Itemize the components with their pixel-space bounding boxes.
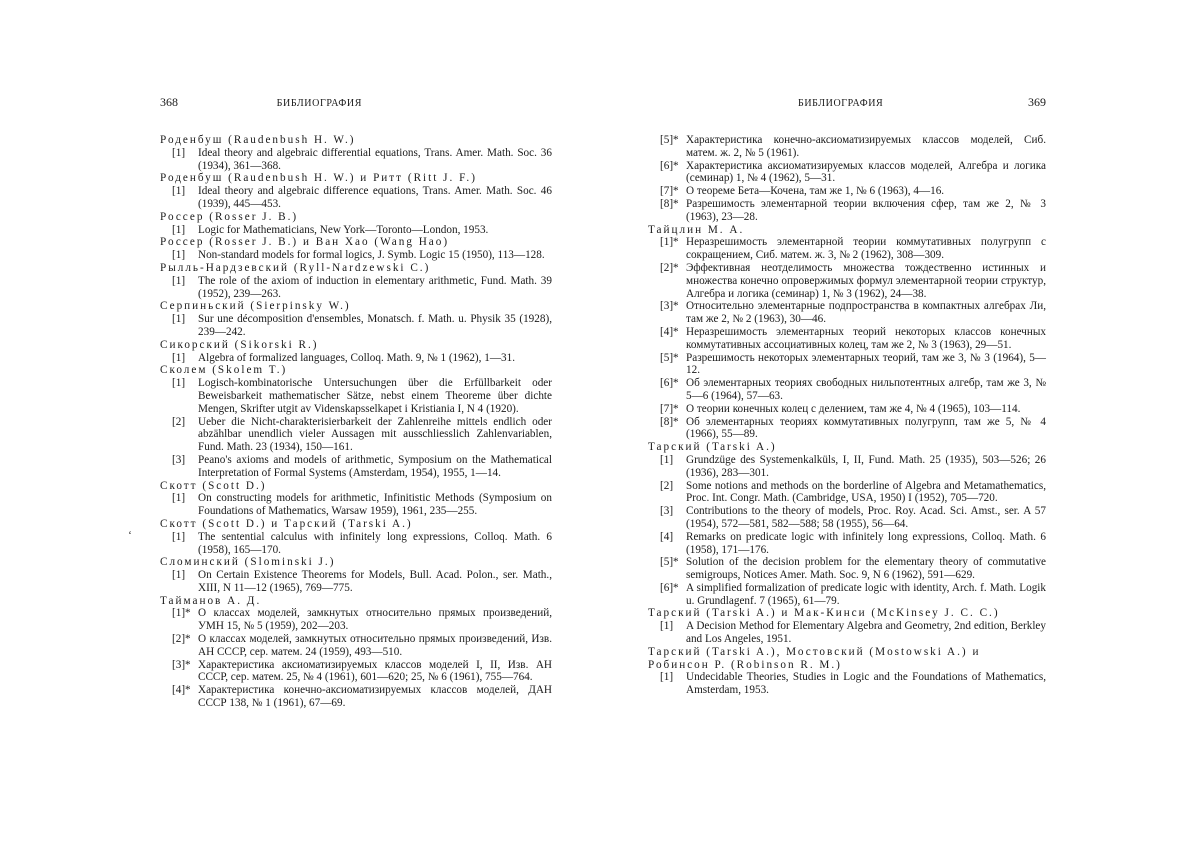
bibliography-entry <box>648 352 1046 378</box>
entry-number: [6]* <box>660 377 679 390</box>
entry-number: [3]* <box>172 658 191 671</box>
bibliography-entry <box>160 531 552 557</box>
author-heading: Россер (Rosser J. B.) и Ван Хао (Wang Hao) <box>160 236 450 249</box>
author-heading: Тайманов А. Д. <box>160 594 262 607</box>
bibliography-entry <box>160 569 552 595</box>
entry-text: Some notions and methods on the borderline of Algebra and Metamathematics, Proc. Int. Congr. Math. (Cambridge, USA, 1950) I (1952), 705—720. <box>686 479 1046 505</box>
bibliography-entry <box>648 454 1046 480</box>
entry-text: Undecidable Theories, Studies in Logic and the Foundations of Mathematics, Amsterdam, 1953. <box>686 671 1046 697</box>
right-page <box>648 96 1046 697</box>
entry-number: [6]* <box>660 581 679 594</box>
entry-number: [1] <box>172 146 186 159</box>
entry-text: Ideal theory and algebraic difference equations, Trans. Amer. Math. Soc. 46 (1939), 445—453. <box>198 185 552 210</box>
entry-number: [1] <box>172 249 186 262</box>
bibliography-entry <box>160 313 552 339</box>
entry-text: О теории конечных колец с делением, там же 4, № 4 (1965), 103—114. <box>686 402 1021 415</box>
bibliography-entry <box>160 633 552 659</box>
bibliography-entry <box>160 377 552 415</box>
entry-text: Неразрешимость элементарных теорий некоторых классов конечных коммутативных ассоциативных колец, там же 2, № 3 (1963), 29—51. <box>686 325 1046 351</box>
bibliography-entry <box>648 262 1046 300</box>
author-heading: Тарский (Tarski A.) <box>648 441 777 454</box>
entry-number: [4]* <box>660 325 679 338</box>
bibliography-entry <box>160 659 552 685</box>
entry-text: Algebra of formalized languages, Colloq. Math. 9, № 1 (1962), 1—31. <box>198 351 516 364</box>
entry-text: Contributions to the theory of models, Proc. Roy. Acad. Sci. Amst., ser. A 57 (1954), 572—581, 582—588; 58 (1955), 56—64. <box>686 505 1046 530</box>
bibliography-entry <box>648 620 1046 646</box>
entry-number: [5]* <box>660 134 679 146</box>
entry-number: [1] <box>172 492 186 505</box>
entry-text: Ideal theory and algebraic differential equations, Trans. Amer. Math. Soc. 36 (1934), 361—368. <box>198 146 552 172</box>
entry-text: A Decision Method for Elementary Algebra and Geometry, 2nd edition, Berkley and Los Angeles, 1951. <box>686 620 1046 646</box>
entry-text: Характеристика аксиоматизируемых классов моделей, Алгебра и логика (семинар) 1, № 4 (1962), 5—31. <box>686 159 1046 185</box>
entry-number: [1] <box>172 569 186 582</box>
bibliography-entry <box>160 275 552 301</box>
entry-number: [3] <box>660 505 674 518</box>
author-heading: Скотт (Scott D.) и Тарский (Tarski A.) <box>160 517 413 530</box>
entry-number: [1] <box>660 620 674 633</box>
author-heading: Роденбуш (Raudenbush H. W.) <box>160 134 356 146</box>
bibliography-entry <box>648 377 1046 403</box>
entry-number: [1]* <box>172 607 191 620</box>
author-heading: Скотт (Scott D.) <box>160 479 267 492</box>
entry-text: Ueber die Nicht-charakterisierbarkeit der Zahlenreihe mittels endlich oder abzählbar unendlich vieler Aussagen mit ausschliesslich Zahlenvariablen, Fund. Math. 23 (1934), 150—161. <box>198 415 552 454</box>
entry-text: Peano's axioms and models of arithmetic, Symposium on the Mathematical Interpretation of Formal Systems (Amsterdam, 1954), 1955, 1—14. <box>198 453 552 479</box>
entry-text: The role of the axiom of induction in elementary arithmetic, Fund. Math. 39 (1952), 239—263. <box>198 274 552 300</box>
entry-text: A simplified formalization of predicate logic with identity, Arch. f. Math. Logik u. Grundlagenf. 7 (1965), 61—79. <box>686 581 1046 607</box>
entry-text: Разрешимость некоторых элементарных теорий, там же 3, № 3 (1964), 5—12. <box>686 351 1046 377</box>
entry-number: [4]* <box>172 684 191 697</box>
entry-number: [1] <box>172 530 186 543</box>
entry-number: [5]* <box>660 556 679 569</box>
bibliography-entry <box>648 556 1046 582</box>
entry-number: [7]* <box>660 185 679 198</box>
entry-number: [1] <box>172 274 186 287</box>
entry-number: [2]* <box>660 261 679 274</box>
author-heading: Россер (Rosser J. B.) <box>160 210 299 223</box>
entry-text: Non-standard models for formal logics, J. Symb. Logic 15 (1950), 113—128. <box>198 249 545 262</box>
entry-number: [1] <box>660 453 674 466</box>
entry-text: Неразрешимость элементарной теории коммутативных полугрупп с сокращением, Сиб. матем. ж. 3, № 2 (1962), 308—309. <box>686 236 1046 262</box>
author-heading: Сикорский (Sikorski R.) <box>160 338 319 351</box>
running-head <box>160 96 552 112</box>
entry-number: [4] <box>660 530 674 543</box>
entry-number: [1] <box>172 223 186 236</box>
bibliography-entry <box>160 684 552 710</box>
entry-text: Характеристика конечно-аксиоматизируемых классов моделей, ДАН СССР 138, № 1 (1961), 67—69. <box>198 684 552 710</box>
entry-number: [1] <box>172 313 186 326</box>
page-number: 369 <box>1028 95 1046 109</box>
author-heading: Сколем (Skolem T.) <box>160 364 288 377</box>
bibliography-entry <box>648 198 1046 224</box>
entry-number: [2] <box>172 415 186 428</box>
entry-text: Характеристика конечно-аксиоматизируемых классов моделей, Сиб. матем. ж. 2, № 5 (1961). <box>686 134 1046 159</box>
author-heading: Тарский (Tarski A.) и Мак-Кинси (McKinsey J. C. C.) <box>648 607 1000 620</box>
entry-text: Эффективная неотделимость множества тождественно истинных и множества конечно опровержимых формул элементарной теории структур, Алгебра и логика (семинар) 1, № 3 (1962), 24—38. <box>686 261 1046 300</box>
entry-text: Об элементарных теориях коммутативных полугрупп, там же 5, № 4 (1966), 55—89. <box>686 415 1046 441</box>
bibliography-entry <box>648 403 1046 416</box>
entry-text: Logic for Mathematicians, New York—Toronto—London, 1953. <box>198 223 489 236</box>
bibliography-entry <box>648 300 1046 326</box>
entry-text: О классах моделей, замкнутых относительно прямых произведений, УМН 15, № 5 (1959), 202—203. <box>198 607 552 633</box>
entry-number: [1]* <box>660 236 679 249</box>
running-head-title: БИБЛИОГРАФИЯ <box>276 98 362 109</box>
entry-number: [1] <box>172 351 186 364</box>
page-number: 368 <box>160 95 178 109</box>
entry-text: Solution of the decision problem for the elementary theory of commutative semigroups, Notices Amer. Math. Soc. 9, N 6 (1962), 591—629. <box>686 556 1046 582</box>
entry-text: On constructing models for arithmetic, Infinitistic Methods (Symposium on Foundations of Mathematics, Warsaw 1959), 1961, 235—255. <box>198 492 552 518</box>
author-heading: Тайцлин М. А. <box>648 223 745 236</box>
entry-text: Grundzüge des Systemenkalküls, I, II, Fund. Math. 25 (1935), 503—526; 26 (1936), 283—301. <box>686 453 1046 479</box>
bibliography-entry <box>160 185 552 211</box>
entry-text: О теореме Бета—Кочена, там же 1, № 6 (1963), 4—16. <box>686 185 945 198</box>
bibliography-entry <box>648 134 1046 160</box>
bibliography-entry <box>648 671 1046 697</box>
entry-text: On Certain Existence Theorems for Models, Bull. Acad. Polon., ser. Math., XIII, N 11—12 (1965), 769—775. <box>198 569 552 594</box>
running-head-title: БИБЛИОГРАФИЯ <box>798 98 884 109</box>
entry-text: О классах моделей, замкнутых относительно прямых произведений, Изв. АН СССР, сер. матем. 24 (1959), 493—510. <box>198 633 552 658</box>
bibliography-entry <box>160 249 552 262</box>
entry-number: [6]* <box>660 159 679 172</box>
entry-text: Об элементарных теориях свободных нильпотентных алгебр, там же 3, № 5—6 (1964), 57—63. <box>686 377 1046 402</box>
bibliography-entry <box>648 480 1046 506</box>
entry-number: [5]* <box>660 351 679 364</box>
bibliography-entry <box>160 416 552 454</box>
bibliography-list <box>160 134 552 710</box>
entry-number: [7]* <box>660 402 679 415</box>
entry-text: Sur une décomposition d'ensembles, Monatsch. f. Math. u. Physik 35 (1928), 239—242. <box>198 313 552 338</box>
author-heading: Рылль-Нардзевский (Ryll-Nardzewski C.) <box>160 261 431 274</box>
author-heading: Серпиньский (Sierpinsky W.) <box>160 300 351 313</box>
entry-number: [1] <box>172 377 186 390</box>
bibliography-entry <box>648 416 1046 442</box>
bibliography-entry <box>648 326 1046 352</box>
bibliography-entry <box>160 607 552 633</box>
bibliography-entry <box>648 236 1046 262</box>
author-heading: Тарский (Tarski A.), Мостовский (Mostowski A.) и Робинсон Р. (Robinson R. M.) <box>648 645 981 671</box>
entry-number: [2]* <box>172 633 191 646</box>
bibliography-entry <box>160 147 552 173</box>
entry-number: [1] <box>660 671 674 684</box>
bibliography-entry <box>648 531 1046 557</box>
bibliography-entry <box>160 224 552 237</box>
entry-number: [3]* <box>660 300 679 313</box>
bibliography-entry <box>160 352 552 365</box>
entry-number: [8]* <box>660 415 679 428</box>
entry-number: [8]* <box>660 197 679 210</box>
entry-number: [2] <box>660 479 674 492</box>
margin-mark: ‘ <box>128 528 132 542</box>
entry-text: The sentential calculus with infinitely long expressions, Colloq. Math. 6 (1958), 165—170. <box>198 530 552 556</box>
author-heading: Роденбуш (Raudenbush H. W.) и Ритт (Ritt J. F.) <box>160 172 477 185</box>
left-page <box>160 96 552 710</box>
bibliography-entry <box>160 454 552 480</box>
entry-text: Logisch-kombinatorische Untersuchungen über die Erfüllbarkeit oder Beweisbarkeit mathematischer Sätze, nebst einem Theoreme über dichte Mengen, Skrifter utgit av Videnskapsselkapet i Kristiania I, N 4 (1920). <box>198 377 552 415</box>
entry-text: Разрешимость элементарной теории включения сфер, там же 2, № 3 (1963), 23—28. <box>686 197 1046 223</box>
bibliography-entry <box>648 160 1046 186</box>
bibliography-entry <box>160 492 552 518</box>
running-head <box>648 96 1046 112</box>
bibliography-entry <box>648 582 1046 608</box>
entry-number: [3] <box>172 453 186 466</box>
bibliography-entry <box>648 505 1046 531</box>
entry-text: Относительно элементарные подпространства в компактных алгебрах Ли, там же 2, № 2 (1963), 30—46. <box>686 300 1046 326</box>
entry-text: Характеристика аксиоматизируемых классов моделей I, II, Изв. АН СССР, сер. матем. 25, № 4 (1961), 601—620; 25, № 6 (1961), 755—764. <box>198 658 552 684</box>
bibliography-list <box>648 134 1046 697</box>
bibliography-entry <box>648 185 1046 198</box>
entry-number: [1] <box>172 185 186 198</box>
entry-text: Remarks on predicate logic with infinitely long expressions, Colloq. Math. 6 (1958), 171—176. <box>686 530 1046 556</box>
author-heading: Сломинский (Slominski J.) <box>160 556 336 569</box>
